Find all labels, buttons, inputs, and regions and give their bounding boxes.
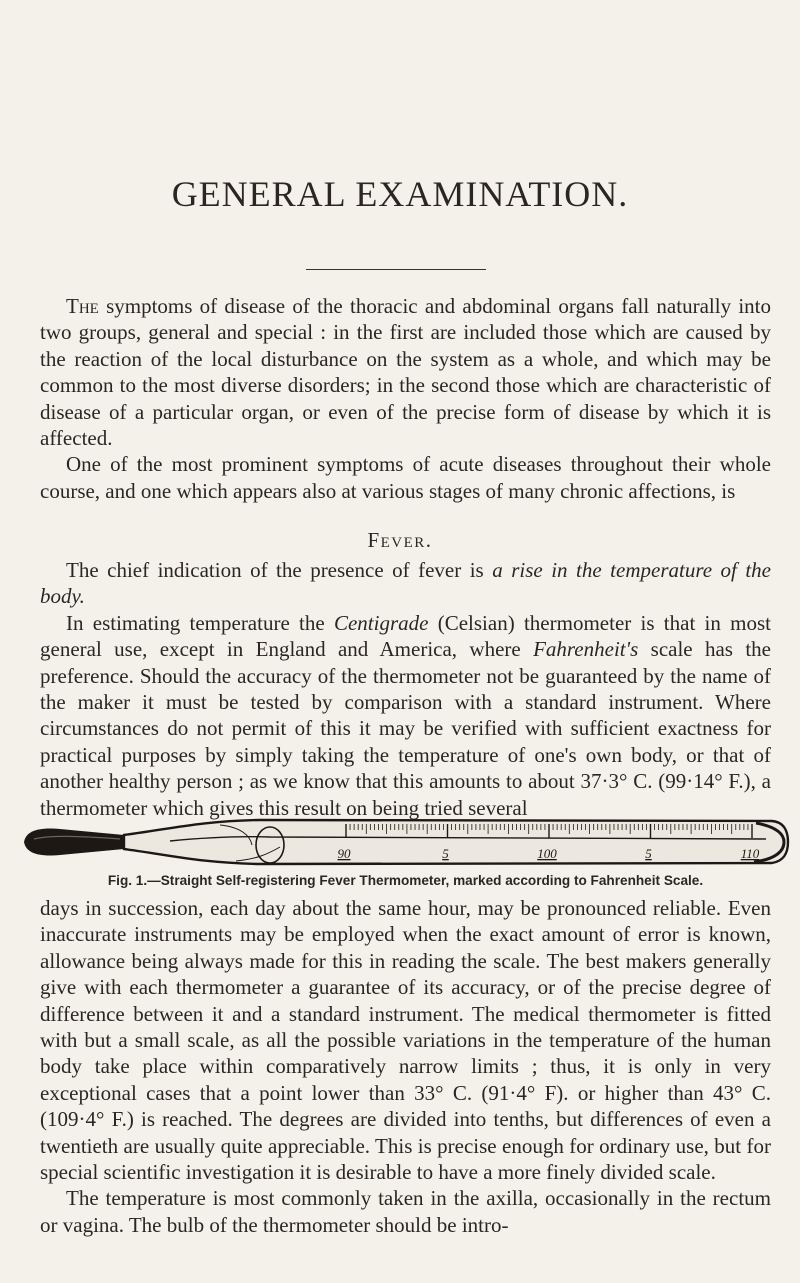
section-heading-fever: Fever. <box>367 528 433 552</box>
estimating-text-1: In estimating temperature the <box>66 610 334 635</box>
paragraph-symptoms <box>40 293 771 451</box>
centigrade-term: Centigrade <box>333 610 429 635</box>
indication-emphasis: a rise in the temperature of the body. <box>40 558 772 609</box>
paragraph-prominent: One of the most prominent symptoms of acute diseases throughout their whole course, and one which appears also at various stages of many chronic affections, is <box>40 452 771 503</box>
paragraph-indication <box>40 557 771 610</box>
paragraph-succession: days in succession, each day about the same hour, may be pronounced reliable. Even inaccurate instruments may be employed when the exact amount of error is known, allowance being always made for this in reading the scale. The best makers generally give with each thermometer a guarantee of its accuracy, or of the precise degree of difference between it and a standard instrument. The medical thermometer is fitted with but a small scale, as all the possible variations in the temperature of the human body take place within comparatively narrow limits ; thus, it is only in very exceptional cases that a point lower than 33° C. (91·4° F). or higher than 43° C. (109·4° F.) is reached. The degrees are divided into tenths, but differences of even a twentieth are usually quite appreciable. This is precise enough for ordinary use, but for special scientific investigation it is desirable to have a more finely divided scale. <box>40 896 771 1185</box>
paragraph-axilla: The temperature is most commonly taken in the axilla, occasionally in the rectum or vagina. The bulb of the thermometer should be intro- <box>40 1186 771 1237</box>
thermometer-figure <box>20 815 790 869</box>
indication-text: The chief indication of the presence of fever is <box>66 558 493 582</box>
scale-label: 110 <box>740 846 760 861</box>
figure-caption: Fig. 1.—Straight Self-registering Fever Thermometer, marked according to Fahrenheit Scale. <box>107 873 704 888</box>
title-rule <box>306 269 486 270</box>
intro-text <box>40 293 771 504</box>
paragraph-symptoms-text: symptoms of disease of the thoracic and abdominal organs fall naturally into two groups, general and special : in the first are included those which are caused by the reaction of the local disturbance on the system as a whole, and which may be common to the most diverse disorders; in the second those which are characteristic of disease of a particular organ, or even of the precise form of disease by which it is affected. <box>40 294 771 451</box>
scale-label: 90 <box>337 846 351 861</box>
estimating-text-2: (Celsian) thermometer is that in most general use, except in England and America, where <box>40 610 771 662</box>
estimating-text-3: scale has the preference. Should the accuracy of the thermometer not be guaranteed by the name of the maker it must be tested by comparison with a standard instrument. Where circumstances do not permit of this it may be verified with sufficient exactness for practical purposes by simply taking the temperature of one's own body, or that of another healthy person ; as we know that this amounts to about 37·3° C. (99·14° F.), a thermometer which gives this result on being tried several <box>40 637 771 820</box>
page-title: GENERAL EXAMINATION. <box>171 174 629 214</box>
lead-word: The <box>66 294 99 318</box>
thermometer-bulb <box>24 829 124 856</box>
scale-label: 5 <box>645 846 652 861</box>
paragraph-estimating <box>40 610 771 821</box>
fahrenheit-term: Fahrenheit's <box>533 637 639 662</box>
scale-label: 5 <box>442 846 449 861</box>
scale-label: 100 <box>537 846 557 861</box>
continuation-text <box>40 895 771 1238</box>
fever-text <box>40 557 771 821</box>
